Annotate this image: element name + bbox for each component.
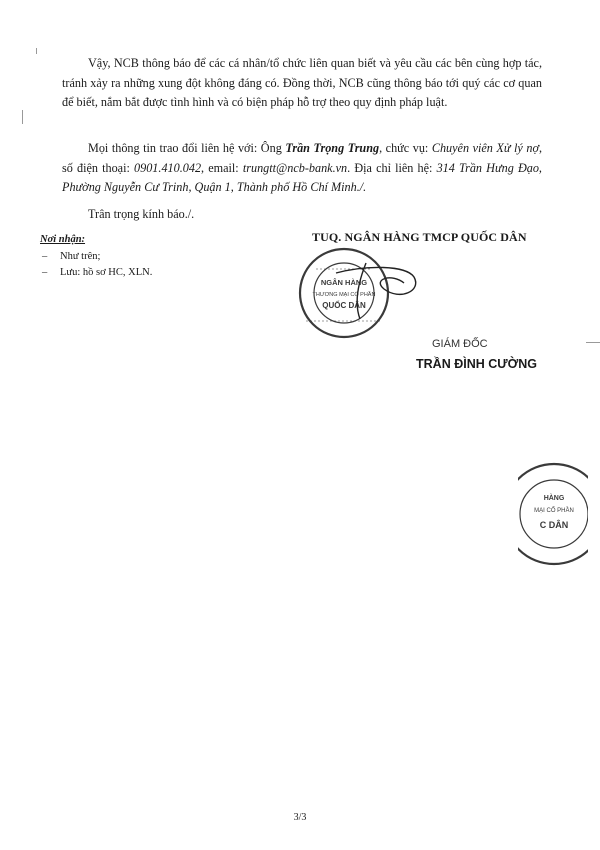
recipient-item: – Như trên; [40,249,152,266]
recipients-block [40,232,152,282]
contact-position-label: , chức vụ: [379,141,432,155]
svg-text:C DÂN: C DÂN [539,520,569,530]
seal-line-1: NGÂN HÀNG [320,278,368,287]
seal-line-3: QUỐC DÂN [322,301,366,310]
recipients-heading: Nơi nhận: [40,234,86,245]
signature-organization: TUQ. NGÂN HÀNG TMCP QUỐC DÂN [312,230,527,244]
contact-phone-label: , số điện thoại: [62,141,543,175]
contact-phone: 0901.410.042 [134,160,202,175]
contact-position: Chuyên viên Xử lý nợ [431,141,539,155]
scan-mark [22,110,23,124]
closing-line: Trân trọng kính báo./. [88,207,195,221]
company-seal [296,243,426,343]
contact-paragraph [62,139,542,198]
contact-email-label: , email: [201,160,243,175]
contact-name: Trần Trọng Trung [285,141,380,155]
scan-mark [36,48,37,54]
partial-seal [518,452,588,582]
recipient-item: – Lưu: hồ sơ HC, XLN. [40,265,152,282]
scan-mark [586,342,600,343]
seal-line-2: THƯƠNG MẠI CỔ PHẦN [312,292,376,298]
page-number: 3/3 [293,812,307,823]
body-paragraph-1: Vậy, NCB thông báo để các cá nhân/tổ chức liên quan biết và yêu cầu các bên cùng hợp tác, tránh xảy ra những xung đột không đáng có. Đồng thời, NCB cũng thông báo tới quý các cơ quan để biết, nắm bắt được tình hình và có biện pháp hỗ trợ theo quy định pháp luật. [62,56,542,109]
contact-address-label: . Địa chỉ liên hệ: [347,160,437,175]
svg-text:MẠI CỔ PHẦN: MẠI CỔ PHẦN [534,508,574,514]
signature-name: TRẦN ĐÌNH CƯỜNG [416,357,538,371]
contact-address: 314 Trần Hưng Đạo, Phường Nguyễn Cư Trinh, Quận 1, Thành phố Hồ Chí Minh./. [62,160,542,194]
contact-email: trungtt@ncb-bank.vn [242,160,348,175]
signature-role: GIÁM ĐỐC [432,338,488,350]
contact-lead: Mọi thông tin trao đổi liên hệ với: Ông [88,141,286,155]
svg-text:HÀNG: HÀNG [543,495,565,502]
